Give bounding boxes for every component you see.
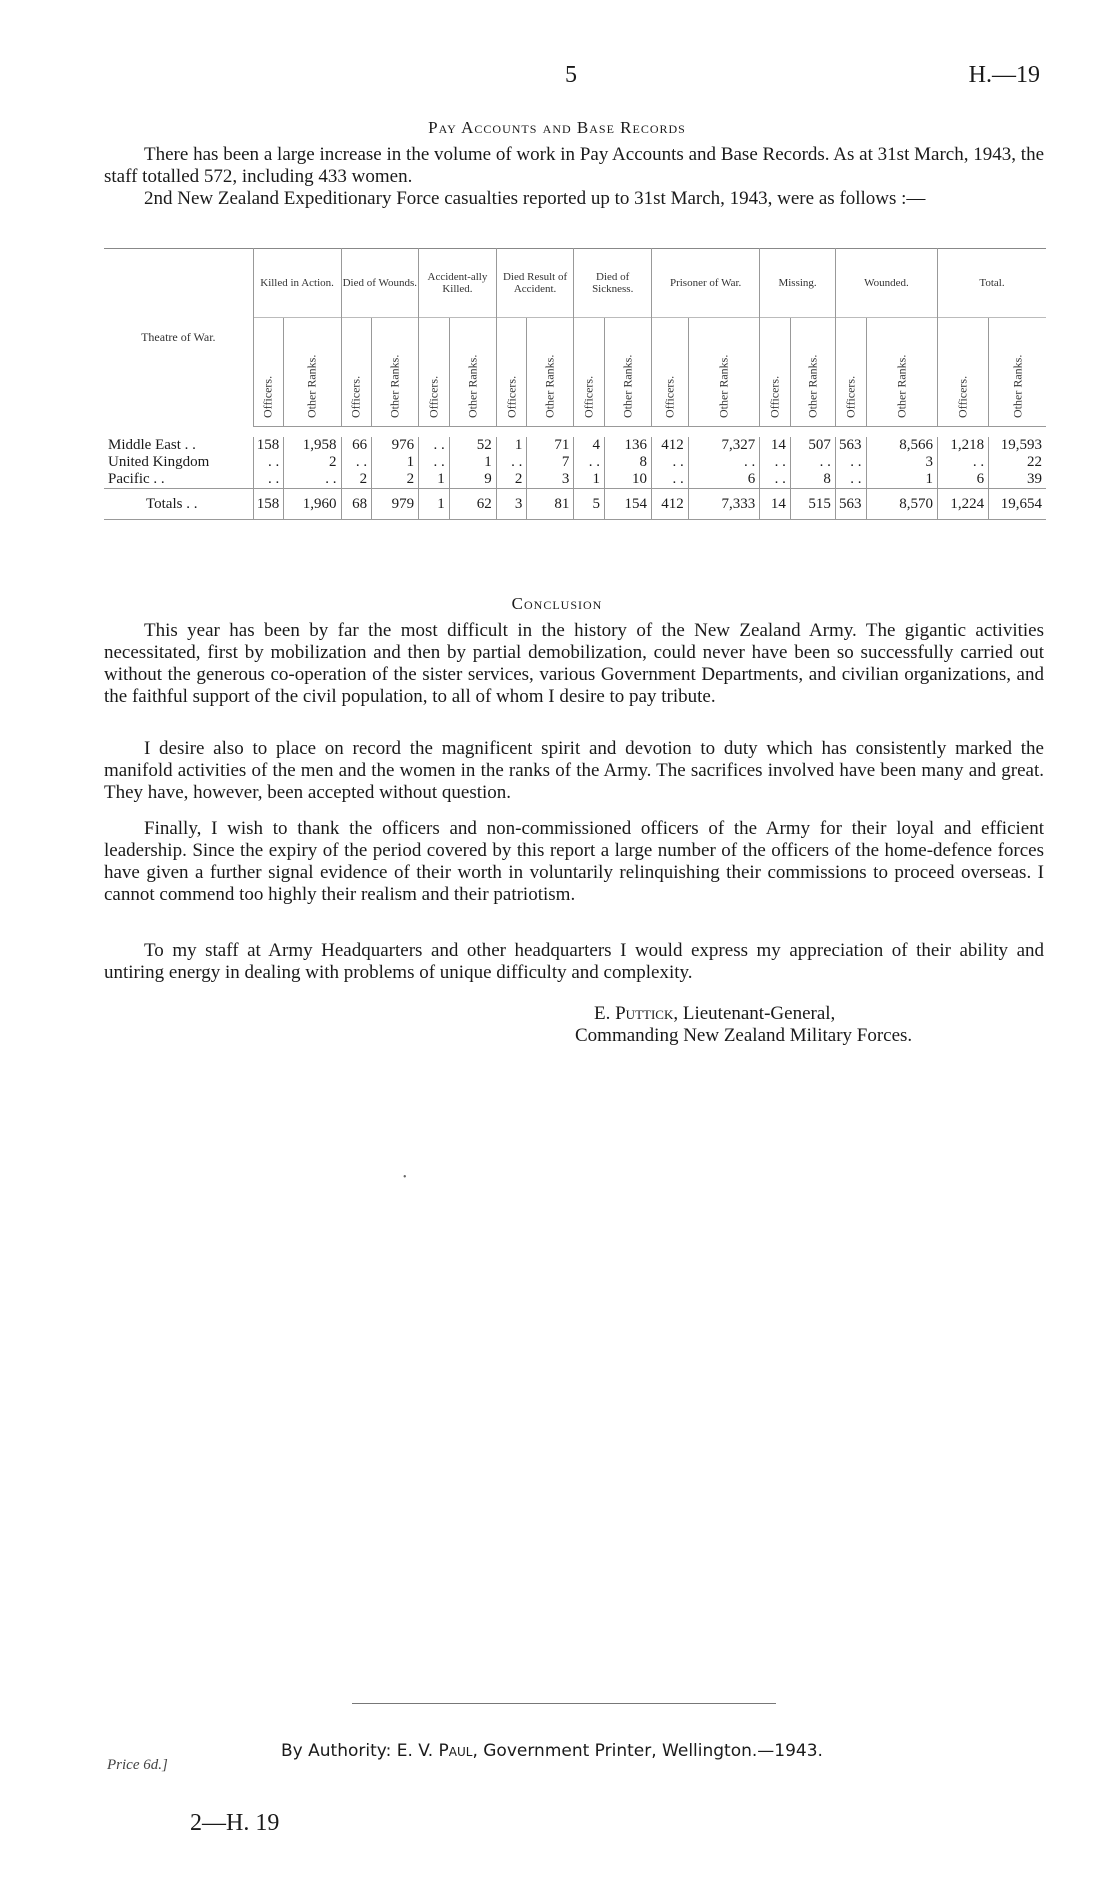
table-cell: . . xyxy=(760,454,791,471)
table-cell: 6 xyxy=(938,471,989,489)
row-label: Totals . . xyxy=(104,489,253,520)
table-cell: 71 xyxy=(527,437,574,454)
total-cell: 1 xyxy=(419,489,450,520)
total-cell: 62 xyxy=(449,489,496,520)
casualties-table xyxy=(104,248,1046,520)
total-cell: 158 xyxy=(253,489,284,520)
table-cell: . . xyxy=(284,471,341,489)
table-cell: . . xyxy=(652,471,689,489)
table-cell: 10 xyxy=(605,471,652,489)
officers-subheader: Officers. xyxy=(419,318,450,427)
table-cell: . . xyxy=(835,454,866,471)
column-group-header: Accident-ally Killed. xyxy=(419,249,497,318)
table-cell: 2 xyxy=(341,471,372,489)
row-label: Middle East . . xyxy=(108,437,196,453)
table-cell: 1 xyxy=(574,471,605,489)
other-ranks-subheader: Other Ranks. xyxy=(372,318,419,427)
column-group-header: Died Result of Accident. xyxy=(496,249,574,318)
total-cell: 7,333 xyxy=(688,489,760,520)
total-cell: 81 xyxy=(527,489,574,520)
table-cell: 3 xyxy=(527,471,574,489)
table-cell: 9 xyxy=(449,471,496,489)
column-group-header: Died of Sickness. xyxy=(574,249,652,318)
table-cell: 507 xyxy=(790,437,835,454)
table-cell: 1 xyxy=(449,454,496,471)
pay-paragraph-1: There has been a large increase in the volume of work in Pay Accounts and Base Records. As at 31st March, 1943, the staff totalled 572, including 433 women. xyxy=(104,144,1044,187)
signature-line-2: Commanding New Zealand Military Forces. xyxy=(575,1025,913,1046)
theatre-of-war-header: Theatre of War. xyxy=(141,330,216,345)
footer-rule xyxy=(352,1703,776,1704)
table-cell: . . xyxy=(253,471,284,489)
table-cell: 1 xyxy=(496,437,527,454)
officers-subheader: Officers. xyxy=(760,318,791,427)
row-label: United Kingdom xyxy=(108,454,210,470)
table-row xyxy=(104,471,1046,489)
pay-section-title: Pay Accounts and Base Records xyxy=(428,118,686,137)
table-cell: 1 xyxy=(866,471,938,489)
table-cell: 7 xyxy=(527,454,574,471)
table-cell: 412 xyxy=(652,437,689,454)
total-cell: 1,224 xyxy=(938,489,989,520)
table-cell: . . xyxy=(835,471,866,489)
table-cell: 22 xyxy=(989,454,1046,471)
total-cell: 412 xyxy=(652,489,689,520)
table-cell: . . xyxy=(574,454,605,471)
total-cell: 563 xyxy=(835,489,866,520)
table-cell: 976 xyxy=(372,437,419,454)
table-cell: 52 xyxy=(449,437,496,454)
total-cell: 8,570 xyxy=(866,489,938,520)
table-cell: 39 xyxy=(989,471,1046,489)
conclusion-title: Conclusion xyxy=(511,594,603,613)
price-note: Price 6d.] xyxy=(107,1757,168,1773)
officers-subheader: Officers. xyxy=(835,318,866,427)
printer-authority: By Authority: E. V. Paul, Government Printer, Wellington.—1943. xyxy=(281,1741,823,1761)
table-cell: . . xyxy=(938,454,989,471)
table-cell: . . xyxy=(253,454,284,471)
signature-mark: 2—H. 19 xyxy=(190,1810,280,1836)
table-cell: . . xyxy=(341,454,372,471)
officers-subheader: Officers. xyxy=(253,318,284,427)
table-cell: 19,593 xyxy=(989,437,1046,454)
total-cell: 515 xyxy=(790,489,835,520)
other-ranks-subheader: Other Ranks. xyxy=(605,318,652,427)
column-group-header: Prisoner of War. xyxy=(652,249,760,318)
table-cell: 7,327 xyxy=(688,437,760,454)
column-group-header: Wounded. xyxy=(835,249,937,318)
stray-mark: • xyxy=(403,1172,407,1183)
total-cell: 1,960 xyxy=(284,489,341,520)
page-number: 5 xyxy=(565,62,577,88)
total-cell: 68 xyxy=(341,489,372,520)
table-cell: 1,218 xyxy=(938,437,989,454)
table-cell: 14 xyxy=(760,437,791,454)
table-cell: 1 xyxy=(419,471,450,489)
column-group-header: Killed in Action. xyxy=(253,249,341,318)
table-cell: . . xyxy=(419,454,450,471)
other-ranks-subheader: Other Ranks. xyxy=(284,318,341,427)
column-group-header: Missing. xyxy=(760,249,836,318)
other-ranks-subheader: Other Ranks. xyxy=(790,318,835,427)
table-cell: . . xyxy=(496,454,527,471)
table-cell: . . xyxy=(652,454,689,471)
table-cell: . . xyxy=(419,437,450,454)
table-cell: 136 xyxy=(605,437,652,454)
table-cell: 1 xyxy=(372,454,419,471)
column-group-header: Died of Wounds. xyxy=(341,249,419,318)
table-row xyxy=(104,437,1046,454)
total-cell: 14 xyxy=(760,489,791,520)
table-cell: 2 xyxy=(284,454,341,471)
signatory-name: Puttick xyxy=(615,1003,674,1024)
table-cell: 4 xyxy=(574,437,605,454)
officers-subheader: Officers. xyxy=(652,318,689,427)
conclusion-paragraph-1: This year has been by far the most difficult in the history of the New Zealand Army. The gigantic activities necessitated, first by mobilization and then by partial demobilization, could never have been so successfully carried out without the generous co-operation of the sister services, various Government Departments, and civilian organizations, and the faithful support of the civil population, to all of whom I desire to pay tribute. xyxy=(104,620,1044,707)
officers-subheader: Officers. xyxy=(341,318,372,427)
officers-subheader: Officers. xyxy=(938,318,989,427)
table-cell: 66 xyxy=(341,437,372,454)
conclusion-paragraph-3: Finally, I wish to thank the officers and non-commissioned officers of the Army for their loyal and efficient leadership. Since the expiry of the period covered by this report a large number of the officers of the home-defence forces have given a further signal evidence of their worth in voluntarily relinquishing their commissions to proceed overseas. I cannot commend too highly their realism and their patriotism. xyxy=(104,818,1044,905)
other-ranks-subheader: Other Ranks. xyxy=(688,318,760,427)
other-ranks-subheader: Other Ranks. xyxy=(866,318,938,427)
table-row xyxy=(104,454,1046,471)
pay-paragraph-2: 2nd New Zealand Expeditionary Force casualties reported up to 31st March, 1943, were as follows :— xyxy=(144,188,926,209)
table-cell: 3 xyxy=(866,454,938,471)
totals-row xyxy=(104,489,1046,520)
table-cell: 8,566 xyxy=(866,437,938,454)
table-cell: 2 xyxy=(496,471,527,489)
table-cell: 8 xyxy=(605,454,652,471)
total-cell: 979 xyxy=(372,489,419,520)
column-group-header: Total. xyxy=(938,249,1046,318)
document-reference: H.—19 xyxy=(968,62,1040,88)
row-label: Pacific . . xyxy=(108,471,165,487)
table-cell: 8 xyxy=(790,471,835,489)
other-ranks-subheader: Other Ranks. xyxy=(527,318,574,427)
conclusion-paragraph-2: I desire also to place on record the magnificent spirit and devotion to duty which has consistently marked the manifold activities of the men and the women in the ranks of the Army. The sacrifices involved have been many and great. They have, however, been accepted without question. xyxy=(104,738,1044,803)
other-ranks-subheader: Other Ranks. xyxy=(989,318,1046,427)
table-cell: 158 xyxy=(253,437,284,454)
table-cell: 2 xyxy=(372,471,419,489)
table-cell: . . xyxy=(688,454,760,471)
total-cell: 5 xyxy=(574,489,605,520)
table-cell: 6 xyxy=(688,471,760,489)
total-cell: 3 xyxy=(496,489,527,520)
table-cell: . . xyxy=(760,471,791,489)
table-cell: 1,958 xyxy=(284,437,341,454)
signature-line-1: E. Puttick, Lieutenant-General, xyxy=(594,1003,836,1024)
total-cell: 154 xyxy=(605,489,652,520)
conclusion-paragraph-4: To my staff at Army Headquarters and other headquarters I would express my appreciation of their ability and untiring energy in dealing with problems of unique difficulty and complexity. xyxy=(104,940,1044,983)
total-cell: 19,654 xyxy=(989,489,1046,520)
officers-subheader: Officers. xyxy=(574,318,605,427)
other-ranks-subheader: Other Ranks. xyxy=(449,318,496,427)
table-cell: . . xyxy=(790,454,835,471)
officers-subheader: Officers. xyxy=(496,318,527,427)
table-cell: 563 xyxy=(835,437,866,454)
